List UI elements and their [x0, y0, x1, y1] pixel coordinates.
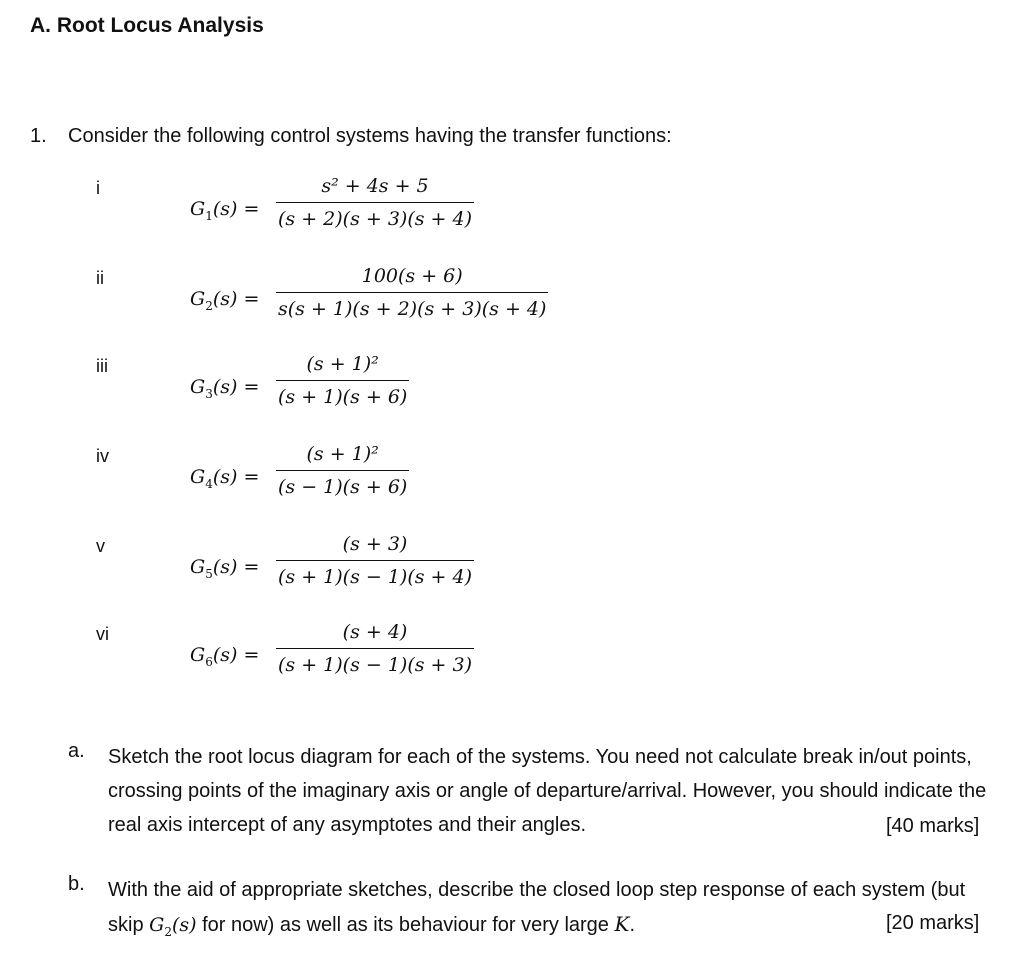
lhs-symbol: G: [190, 556, 206, 578]
lhs-subscript: 6: [205, 654, 213, 669]
system-roman-numeral: ii: [96, 268, 104, 288]
numerator: (s + 1)²: [306, 443, 379, 465]
lhs-argument: (s) =: [212, 376, 260, 398]
numerator: s² + 4s + 5: [321, 175, 429, 197]
lhs-argument: (s) =: [212, 556, 260, 578]
denominator: (s − 1)(s + 6): [278, 476, 408, 498]
numerator: (s + 4): [342, 621, 408, 643]
part-b-text: [108, 873, 998, 949]
lhs-argument: (s) =: [212, 288, 260, 310]
lhs-subscript: 1: [205, 208, 213, 223]
question-text: Consider the following control systems having the transfer functions:: [68, 125, 672, 147]
denominator: (s + 2)(s + 3)(s + 4): [278, 208, 472, 230]
transfer-function-lhs: [190, 198, 259, 223]
lhs-symbol: G: [190, 466, 206, 488]
system-roman-numeral: i: [96, 178, 100, 198]
numerator: (s + 3): [342, 533, 408, 555]
system-roman-numeral: iii: [96, 356, 108, 376]
part-b-body-2: for now) as well as its behaviour for very large: [196, 914, 615, 936]
system-roman-numeral: v: [96, 536, 105, 556]
part-a-text: [108, 740, 998, 842]
part-b-label: b.: [68, 873, 85, 895]
lhs-symbol: G: [190, 644, 206, 666]
transfer-function-fraction: [276, 174, 474, 231]
fraction-bar: [276, 470, 409, 471]
denominator: (s + 1)(s − 1)(s + 3): [278, 654, 472, 676]
transfer-function-fraction: [276, 352, 409, 409]
part-b-body-1: With the aid of appropriate sketches, describe the closed loop step response of each system (but skip: [108, 879, 966, 936]
denominator: (s + 1)(s + 6): [278, 386, 408, 408]
lhs-symbol: G: [190, 198, 206, 220]
transfer-function-lhs: [190, 466, 259, 491]
fraction-bar: [276, 380, 409, 381]
question-number: 1.: [30, 125, 47, 147]
transfer-function-fraction: [276, 620, 474, 677]
numerator: (s + 1)²: [306, 353, 379, 375]
part-b-g2: [149, 914, 197, 939]
lhs-subscript: 3: [205, 386, 213, 401]
transfer-function-fraction: [276, 442, 409, 499]
system-roman-numeral: vi: [96, 624, 109, 644]
fraction-bar: [276, 292, 548, 293]
transfer-function-lhs: [190, 556, 259, 581]
lhs-argument: (s) =: [212, 466, 260, 488]
part-b-g-sub: 2: [164, 924, 172, 939]
lhs-symbol: G: [190, 288, 206, 310]
transfer-function-lhs: [190, 644, 259, 669]
fraction-bar: [276, 560, 474, 561]
part-a-marks: [40 marks]: [886, 815, 980, 837]
transfer-function-fraction: [276, 532, 474, 589]
part-a-body: Sketch the root locus diagram for each of the systems. You need not calculate break in/out points, crossing points of the imaginary axis or angle of departure/arrival. However, you should indicate the real axis intercept of any asymptotes and their angles.: [108, 746, 987, 836]
numerator: 100(s + 6): [361, 265, 463, 287]
part-a-label: a.: [68, 740, 85, 762]
section-title: A. Root Locus Analysis: [30, 14, 264, 37]
fraction-bar: [276, 648, 474, 649]
system-roman-numeral: iv: [96, 446, 109, 466]
part-b-g: G: [149, 914, 165, 936]
lhs-argument: (s) =: [212, 198, 260, 220]
fraction-bar: [276, 202, 474, 203]
transfer-function-lhs: [190, 376, 259, 401]
denominator: s(s + 1)(s + 2)(s + 3)(s + 4): [278, 298, 547, 320]
part-b-marks: [20 marks]: [886, 912, 980, 934]
lhs-argument: (s) =: [212, 644, 260, 666]
lhs-subscript: 2: [205, 298, 213, 313]
part-b-g-arg: (s): [171, 914, 197, 936]
lhs-subscript: 4: [205, 476, 213, 491]
lhs-subscript: 5: [205, 566, 213, 581]
denominator: (s + 1)(s − 1)(s + 4): [278, 566, 472, 588]
part-b-end: .: [629, 914, 635, 936]
lhs-symbol: G: [190, 376, 206, 398]
transfer-function-fraction: [276, 264, 548, 321]
part-b-k: K: [614, 912, 630, 936]
transfer-function-lhs: [190, 288, 259, 313]
